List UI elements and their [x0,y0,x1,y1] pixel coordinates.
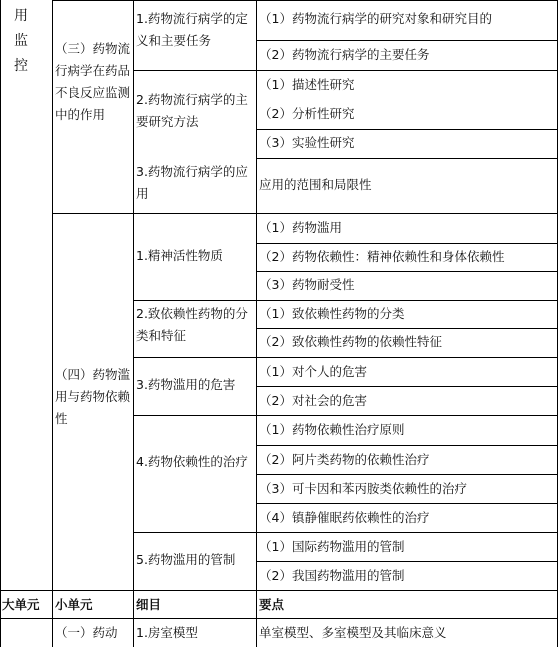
detail-cell: 3.药物流行病学的应用 [136,164,248,201]
key-point-cell: （2）分析性研究 [259,106,355,121]
header-detail: 细目 [136,597,162,612]
header-sub-unit: 小单元 [55,597,93,612]
key-point-cell: （1）药物滥用 [259,220,342,235]
key-point-cell: （2）药物流行病学的主要任务 [259,47,430,62]
grid-line [256,158,558,159]
grid-line [133,0,134,647]
key-point-cell: （1）致依赖性药物的分类 [259,306,405,321]
major-unit-cell: 用监控 [14,8,28,74]
key-point-cell: （1）药物依赖性治疗原则 [259,422,405,437]
grid-line [256,0,257,647]
grid-line [133,70,558,71]
grid-line [133,415,558,416]
grid-line [256,40,558,41]
grid-line [256,445,558,446]
grid-line [133,300,558,301]
header-major-unit: 大单元 [2,597,40,612]
detail-cell: 2.药物流行病学的主要研究方法 [136,92,248,129]
key-point-cell: （2）我国药物滥用的管制 [259,568,405,583]
key-point-cell: 单室模型、多室模型及其临床意义 [259,625,447,640]
grid-line [52,213,558,214]
key-point-cell: （1）药物流行病学的研究对象和研究目的 [259,11,492,26]
grid-line [52,0,53,647]
detail-cell: 2.致依赖性药物的分类和特征 [136,306,248,343]
grid-line [256,386,558,387]
sub-unit-cell: （一）药动 [55,625,118,640]
grid-line [52,0,558,1]
grid-line [0,0,1,647]
grid-line [256,561,558,562]
detail-cell: 1.精神活性物质 [136,248,223,263]
key-point-cell: （2）致依赖性药物的依赖性特征 [259,334,442,349]
key-point-cell: （1）描述性研究 [259,77,355,92]
grid-line [256,129,558,130]
key-point-cell: （3）实验性研究 [259,135,355,150]
key-point-cell: （2）药物依赖性：精神依赖性和身体依赖性 [259,249,505,264]
grid-line [133,357,558,358]
key-point-cell: （2）对社会的危害 [259,393,367,408]
grid-line [256,474,558,475]
grid-line [256,243,558,244]
detail-cell: 3.药物滥用的危害 [136,377,236,392]
detail-cell: 1.药物流行病学的定义和主要任务 [136,11,248,48]
detail-cell: 4.药物依赖性的治疗 [136,454,248,469]
key-point-cell: （1）国际药物滥用的管制 [259,539,405,554]
grid-line [256,271,558,272]
header-key-point: 要点 [259,597,285,612]
key-point-cell: 应用的范围和局限性 [259,177,372,192]
grid-line [256,328,558,329]
grid-line [256,503,558,504]
key-point-cell: （1）对个人的危害 [259,364,367,379]
grid-line [0,618,558,619]
grid-line [0,590,558,591]
detail-cell: 1.房室模型 [136,625,198,640]
key-point-cell: （4）镇静催眠药依赖性的治疗 [259,510,430,525]
sub-unit-cell: （四）药物滥用与药物依赖性 [55,367,131,426]
key-point-cell: （2）阿片类药物的依赖性治疗 [259,452,430,467]
grid-line [133,532,558,533]
detail-cell: 5.药物滥用的管制 [136,552,236,567]
sub-unit-cell: （三）药物流行病学在药品不良反应监测中的作用 [55,41,131,122]
key-point-cell: （3）药物耐受性 [259,277,355,292]
key-point-cell: （3）可卡因和苯丙胺类依赖性的治疗 [259,481,467,496]
